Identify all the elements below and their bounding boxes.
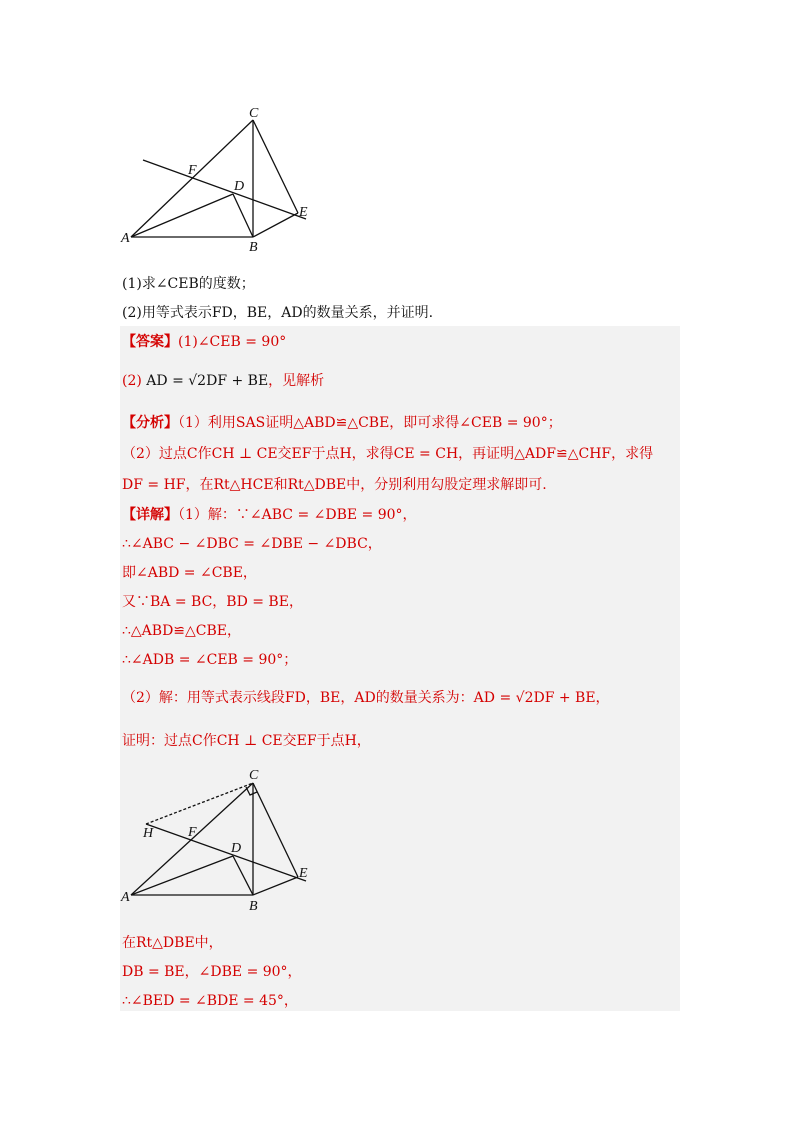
detail-line-11: ∴∠BED = ∠BDE = 45°，: [122, 993, 298, 1009]
analysis-label: 【分析】: [122, 415, 178, 431]
detail-line-2: ∴∠ABC − ∠DBC = ∠DBE − ∠DBC，: [122, 536, 382, 552]
label-d: D: [234, 179, 245, 194]
detail-text-1: （1）解：∵∠ABC = ∠DBE = 90°，: [178, 507, 417, 523]
analysis-line-2: （2）过点C作CH ⊥ CE交EF于点H，求得CE = CH，再证明△ADF≌△CHF，求得: [122, 446, 654, 462]
detail-line-5: ∴△ABD≌△CBE，: [122, 623, 242, 639]
label-f: F: [188, 163, 197, 178]
line-through-f-e: [143, 160, 306, 219]
figure-1: [115, 100, 325, 260]
detail-label: 【详解】: [122, 507, 178, 523]
line-b-e: [253, 213, 298, 237]
detail-line-1: [122, 505, 417, 525]
label-c: C: [249, 106, 259, 121]
label-d: D: [231, 841, 242, 856]
line-b-e: [253, 877, 298, 895]
question-2: (2)用等式表示FD，BE，AD的数量关系，并证明.: [122, 305, 434, 321]
answer-label: 【答案】: [122, 334, 178, 350]
line-h-e: [146, 824, 306, 881]
line-c-e: [253, 783, 298, 877]
answer-part-2-formula: AD = √2DF + BE: [146, 373, 269, 389]
detail-line-9: 在Rt△DBE中，: [122, 935, 223, 951]
question-1: (1)求∠CEB的度数；: [122, 276, 255, 292]
detail-line-4: 又∵BA = BC，BD = BE，: [122, 594, 303, 610]
detail-line-8: 证明：过点C作CH ⊥ CE交EF于点H，: [122, 733, 371, 749]
line-d-b: [233, 856, 253, 895]
label-e: E: [299, 205, 308, 220]
detail-line-10: DB = BE，∠DBE = 90°，: [122, 964, 302, 980]
line-h-c-dashed: [146, 783, 253, 824]
line-d-b: [233, 194, 253, 237]
answer-part-2-prefix: (2): [122, 373, 142, 389]
line-a-d: [131, 194, 233, 237]
label-e: E: [299, 866, 308, 881]
answer-line-1: [122, 332, 286, 352]
label-h: H: [143, 826, 154, 841]
analysis-line-3: DF = HF，在Rt△HCE和Rt△DBE中，分别利用勾股定理求解即可.: [122, 477, 547, 493]
detail-line-7: （2）解：用等式表示线段FD，BE，AD的数量关系为：AD = √2DF + BE，: [122, 690, 610, 706]
label-a: A: [121, 231, 130, 246]
label-f: F: [188, 825, 197, 840]
figure-2: [115, 762, 325, 918]
label-b: B: [249, 899, 258, 914]
label-b: B: [249, 240, 258, 255]
detail-line-3: 即∠ABD = ∠CBE，: [122, 565, 257, 581]
label-a: A: [121, 890, 130, 905]
line-a-d: [131, 856, 233, 895]
label-c: C: [249, 768, 259, 783]
answer-line-2: [122, 371, 324, 391]
answer-part-2-suffix: ，见解析: [268, 373, 325, 389]
answer-part-1: (1)∠CEB = 90°: [178, 334, 287, 350]
analysis-line-1: [122, 413, 562, 433]
detail-line-6: ∴∠ADB = ∠CEB = 90°；: [122, 652, 298, 668]
line-c-e: [253, 120, 298, 213]
analysis-text-1: （1）利用SAS证明△ABD≌△CBE，即可求得∠CEB = 90°；: [178, 415, 562, 431]
